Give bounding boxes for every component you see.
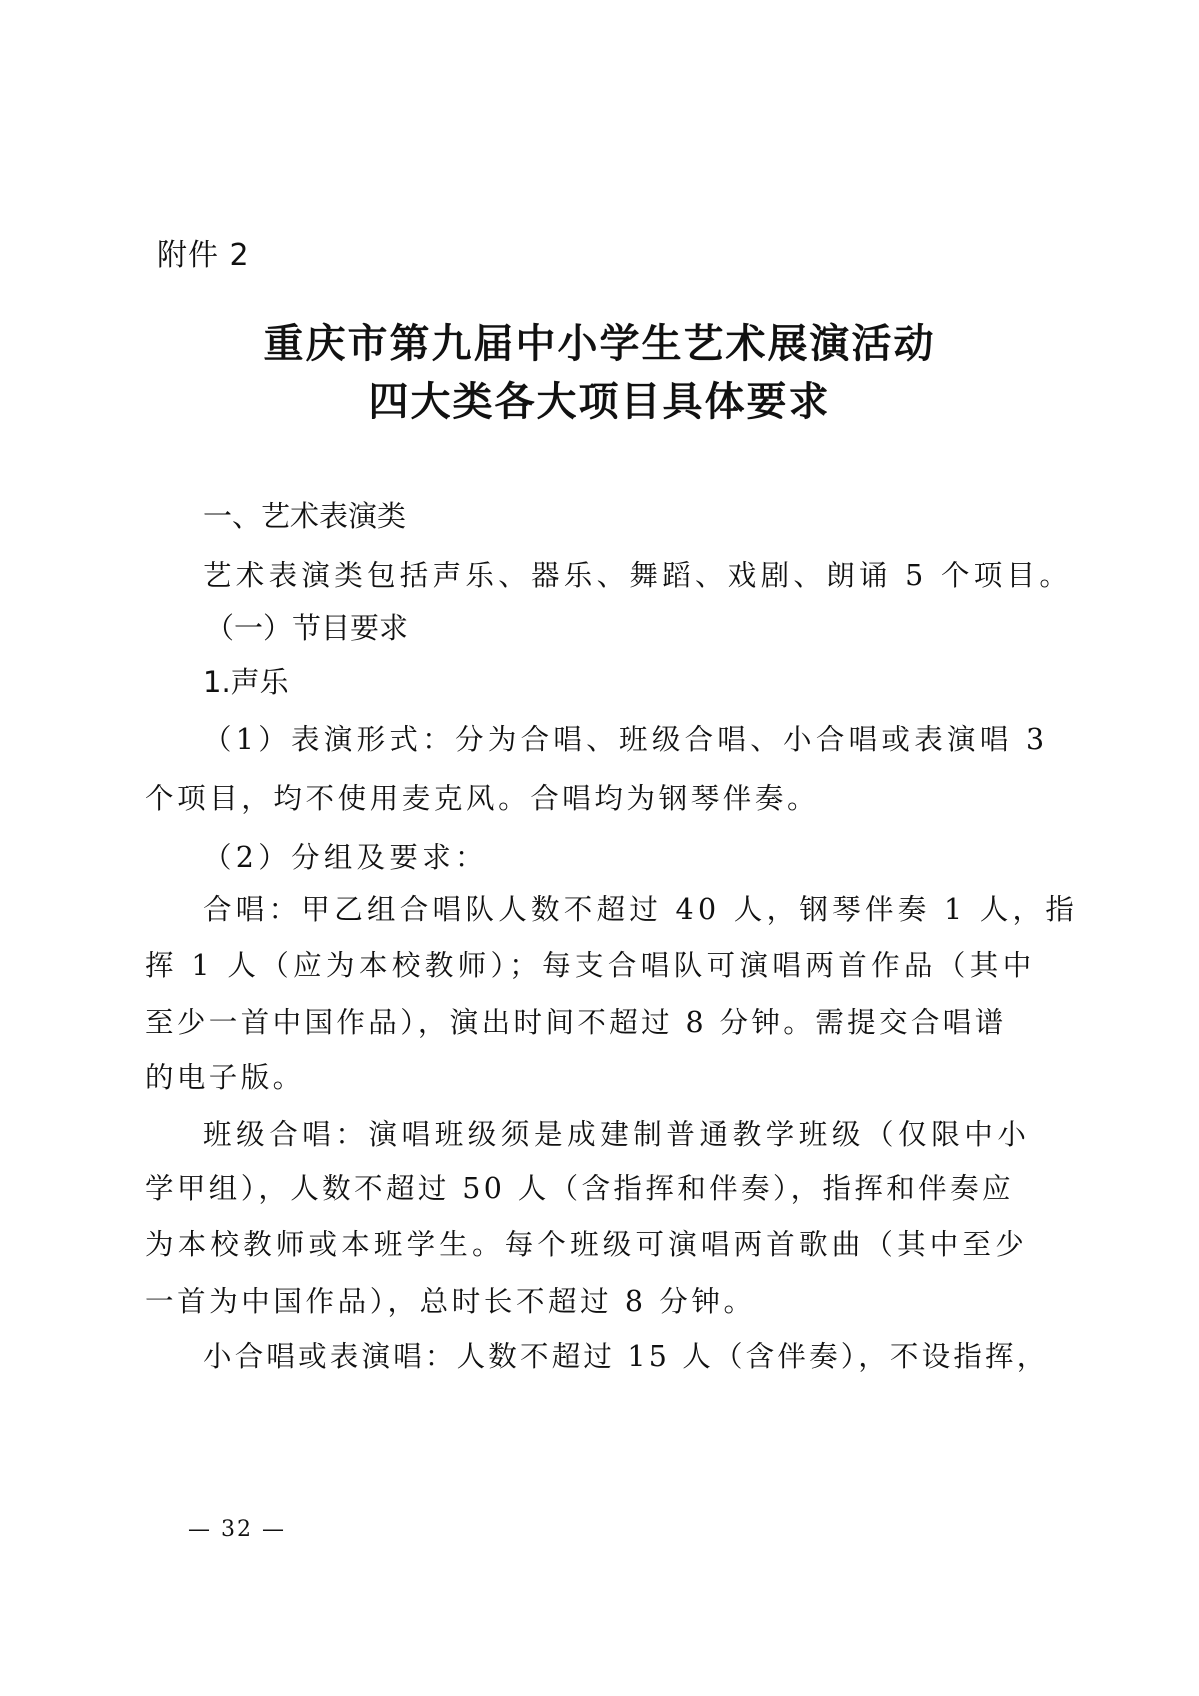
- item-heading: 1.声乐: [203, 665, 289, 699]
- section-heading: 一、艺术表演类: [203, 499, 407, 533]
- paragraph-line: 至少一首中国作品），演出时间不超过 8 分钟。需提交合唱谱: [145, 1006, 1007, 1039]
- page-number: — 32 —: [188, 1517, 286, 1542]
- paragraph-line: 挥 1 人（应为本校教师）；每支合唱队可演唱两首作品（其中: [145, 949, 1036, 982]
- paragraph-line: 一首为中国作品），总时长不超过 8 分钟。: [145, 1285, 756, 1318]
- paragraph-line: 学甲组），人数不超过 50 人（含指挥和伴奏），指挥和伴奏应: [145, 1172, 1014, 1205]
- section-intro: 艺术表演类包括声乐、器乐、舞蹈、戏剧、朗诵 5 个项目。: [203, 559, 1073, 592]
- document-title-line-2: 四大类各大项目具体要求: [368, 378, 831, 425]
- document-title-line-1: 重庆市第九届中小学生艺术展演活动: [263, 320, 936, 367]
- paragraph-line: 为本校教师或本班学生。每个班级可演唱两首歌曲（其中至少: [145, 1228, 1028, 1261]
- subsection-heading: （一）节目要求: [205, 611, 409, 645]
- paragraph-line: 的电子版。: [145, 1061, 305, 1094]
- paragraph-line: 个项目，均不使用麦克风。合唱均为钢琴伴奏。: [145, 782, 820, 815]
- paragraph-line: （2）分组及要求：: [203, 841, 488, 874]
- attachment-label: 附件 2: [157, 238, 250, 273]
- paragraph-line: 小合唱或表演唱：人数不超过 15 人（含伴奏），不设指挥，: [203, 1340, 1049, 1373]
- paragraph-line: 合唱：甲乙组合唱队人数不超过 40 人，钢琴伴奏 1 人，指: [203, 893, 1079, 926]
- paragraph-line: 班级合唱：演唱班级须是成建制普通教学班级（仅限中小: [203, 1118, 1031, 1151]
- paragraph-line: （1）表演形式：分为合唱、班级合唱、小合唱或表演唱 3: [203, 723, 1049, 756]
